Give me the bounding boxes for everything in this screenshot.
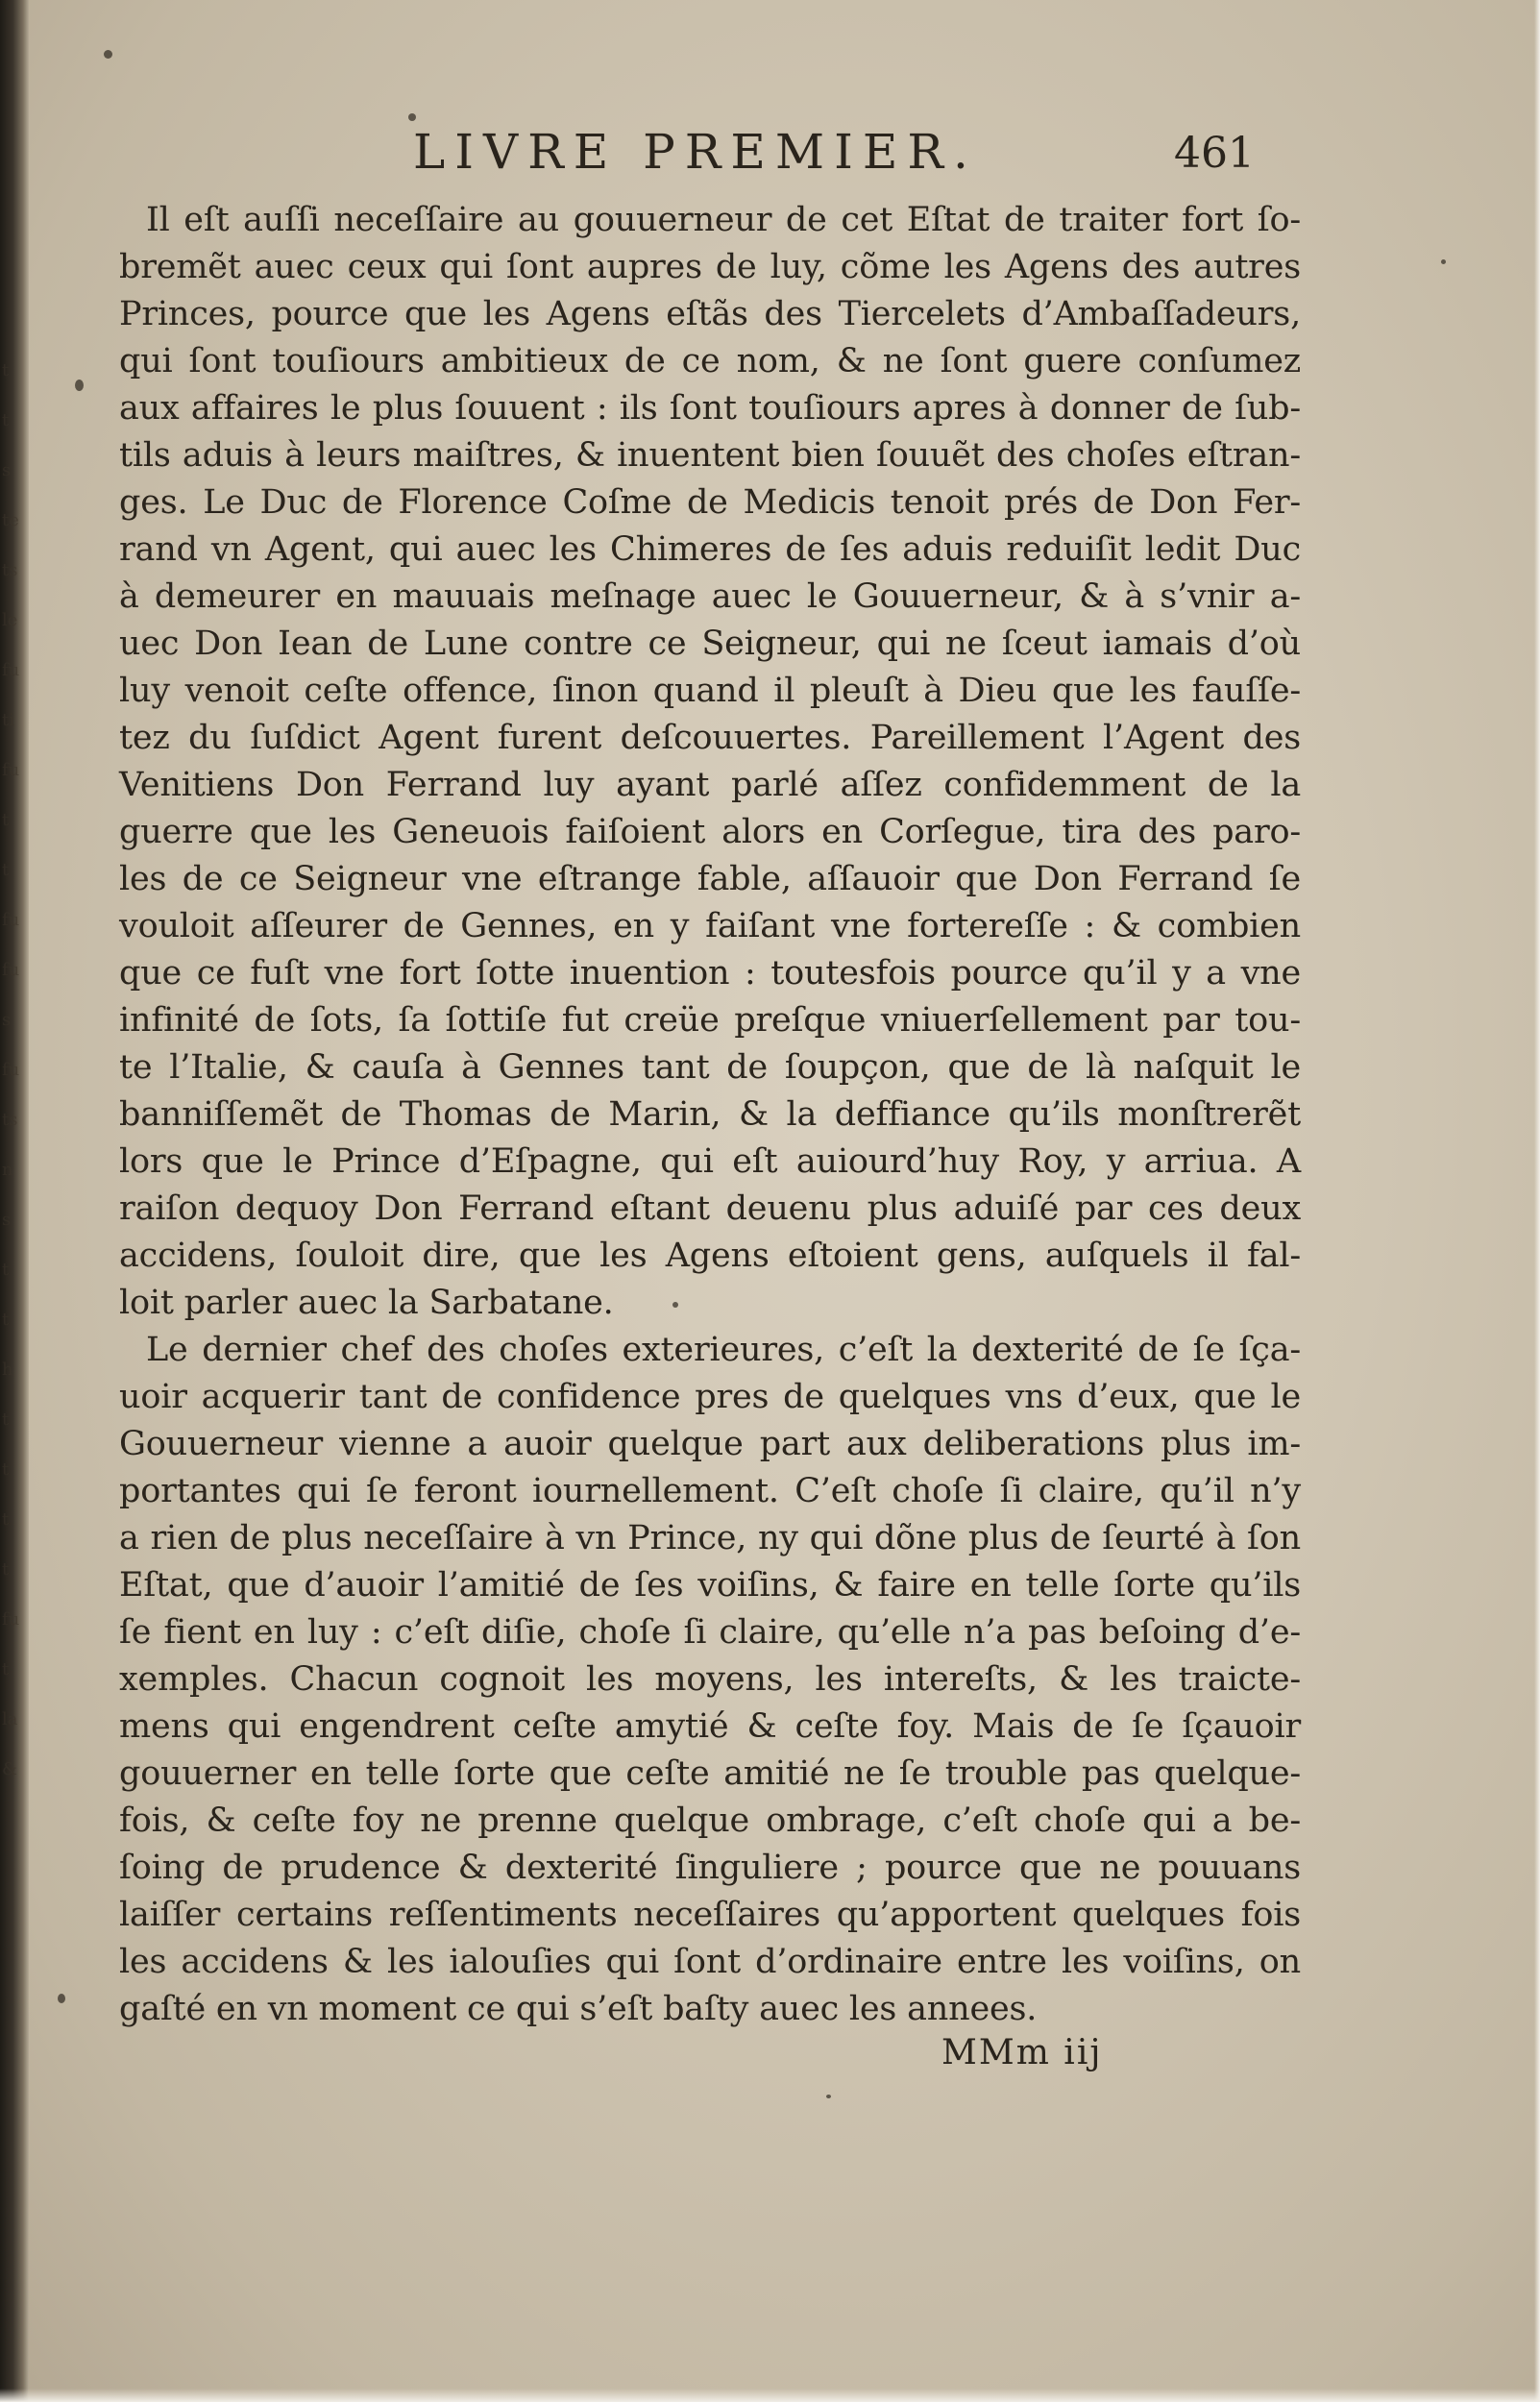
running-head: LIVRE PREMIER. [413, 124, 978, 180]
text-line: ſe fient en luy : c’eſt diſie, choſe ſi claire, qu’elle n’a pas beſoing d’e- [119, 1613, 1301, 1652]
ink-speck [826, 2095, 831, 2098]
text-line: à demeurer en mauuais meſnage auec le Gouuerneur, & à s’vnir a- [119, 577, 1301, 616]
text-line: luy venoit ceſte offence, ſinon quand il pleuſt à Dieu que les fauſſe- [119, 672, 1301, 710]
text-line: lors que le Prince d’Eſpagne, qui eſt auiourd’huy Roy, y arriua. A [119, 1142, 1301, 1181]
text-line: portantes qui ſe feront iournellement. C’eſt choſe ſi claire, qu’il n’y [119, 1472, 1301, 1510]
text-line: ſoing de prudence & dexterité ſinguliere ; pource que ne pouuans [119, 1849, 1301, 1887]
text-line: Il eſt auſſi neceſſaire au gouuerneur de cet Eſtat de traiter fort ſo- [146, 201, 1301, 239]
text-line: banniſſemẽt de Thomas de Marin, & la deffiance qu’ils monſtrerẽt [119, 1095, 1301, 1134]
ink-speck [672, 1302, 678, 1308]
body-text [119, 197, 1301, 2033]
signature-mark: MMm iij [941, 2033, 1103, 2072]
text-line: raiſon dequoy Don Ferrand eſtant deuenu plus aduiſé par ces deux [119, 1189, 1301, 1228]
text-line: Gouuerneur vienne a auoir quelque part aux deliberations plus im- [119, 1425, 1301, 1463]
margin-bleed-through: t t s te ts le fu ti fu t t fu fu s fu ts n s t t h t t t t fu t la & [2, 360, 20, 1779]
text-line: laiſſer certains reſſentiments neceſſaires qu’apportent quelques fois [119, 1896, 1301, 1934]
text-line: ges. Le Duc de Florence Coſme de Medicis tenoit prés de Don Fer- [119, 483, 1301, 522]
text-line: les accidens & les ialouſies qui ſont d’ordinaire entre les voiſins, on [119, 1943, 1301, 1981]
text-line: gaſté en vn moment ce qui s’eſt baſty auec les annees. [119, 1990, 1038, 2028]
text-line: tez du ſuſdict Agent furent deſcouuertes. Pareillement l’Agent des [119, 719, 1301, 757]
text-line: tils aduis à leurs maiſtres, & inuentent bien ſouuẽt des choſes eſtran- [119, 436, 1301, 475]
text-line: guerre que les Geneuois faiſoient alors en Corſegue, tira des paro- [119, 813, 1301, 851]
paragraph-2 [119, 1327, 1301, 2033]
scan-edge-right [1534, 0, 1540, 2402]
text-line: fois, & ceſte foy ne prenne quelque ombrage, c’eſt choſe qui a be- [119, 1802, 1301, 1840]
text-line: accidens, ſouloit dire, que les Agens eſtoient gens, auſquels il fal- [119, 1237, 1301, 1275]
ink-speck [408, 113, 416, 121]
text-line: Eſtat, que d’auoir l’amitié de ſes voiſins, & faire en telle ſorte qu’ils [119, 1566, 1301, 1605]
ink-speck [1441, 259, 1446, 264]
ink-speck [75, 380, 84, 391]
text-line: Venitiens Don Ferrand luy ayant parlé aſſez confidemment de la [119, 766, 1301, 804]
text-line: uoir acquerir tant de confidence pres de quelques vns d’eux, que le [119, 1378, 1301, 1416]
text-line: que ce fuſt vne fort ſotte inuention : toutesfois pource qu’il y a vne [119, 954, 1301, 993]
text-line: qui ſont touſiours ambitieux de ce nom, & ne ſont guere conſumez [119, 342, 1301, 380]
page-number: 461 [1174, 129, 1255, 178]
ink-speck [104, 50, 112, 59]
text-line: uec Don Iean de Lune contre ce Seigneur, qui ne ſceut iamais d’où [119, 625, 1301, 663]
text-line: bremẽt auec ceux qui ſont aupres de luy, cõme les Agens des autres [119, 248, 1301, 286]
scan-edge-bottom [0, 2389, 1540, 2402]
text-line: rand vn Agent, qui auec les Chimeres de ſes aduis reduiſit ledit Duc [119, 530, 1301, 569]
paragraph-1 [119, 197, 1301, 1327]
text-line: mens qui engendrent ceſte amytié & ceſte foy. Mais de ſe ſçauoir [119, 1707, 1301, 1746]
text-line: aux affaires le plus ſouuent : ils ſont touſiours apres à donner de ſub- [119, 389, 1301, 428]
text-line: infinité de ſots, ſa ſottiſe fut creüe preſque vniuerſellement par tou- [119, 1001, 1301, 1040]
text-line: gouuerner en telle ſorte que ceſte amitié ne ſe trouble pas quelque- [119, 1754, 1301, 1793]
text-line: te l’Italie, & cauſa à Gennes tant de ſoupçon, que de là naſquit le [119, 1048, 1301, 1087]
ink-speck [58, 1994, 65, 2003]
text-line: les de ce Seigneur vne eſtrange fable, aſſauoir que Don Ferrand ſe [119, 860, 1301, 898]
text-line: a rien de plus neceſſaire à vn Prince, ny qui dõne plus de ſeurté à ſon [119, 1519, 1301, 1557]
text-line: Princes, pource que les Agens eſtãs des Tiercelets d’Ambaſſadeurs, [119, 295, 1301, 333]
text-line: xemples. Chacun cognoit les moyens, les intereſts, & les traicte- [119, 1660, 1301, 1699]
text-line: vouloit aſſeurer de Gennes, en y faiſant vne fortereſſe : & combien [119, 907, 1301, 945]
text-line: loit parler auec la Sarbatane. [119, 1284, 614, 1322]
text-line: Le dernier chef des choſes exterieures, c’eſt la dexterité de ſe ſça- [146, 1331, 1301, 1369]
